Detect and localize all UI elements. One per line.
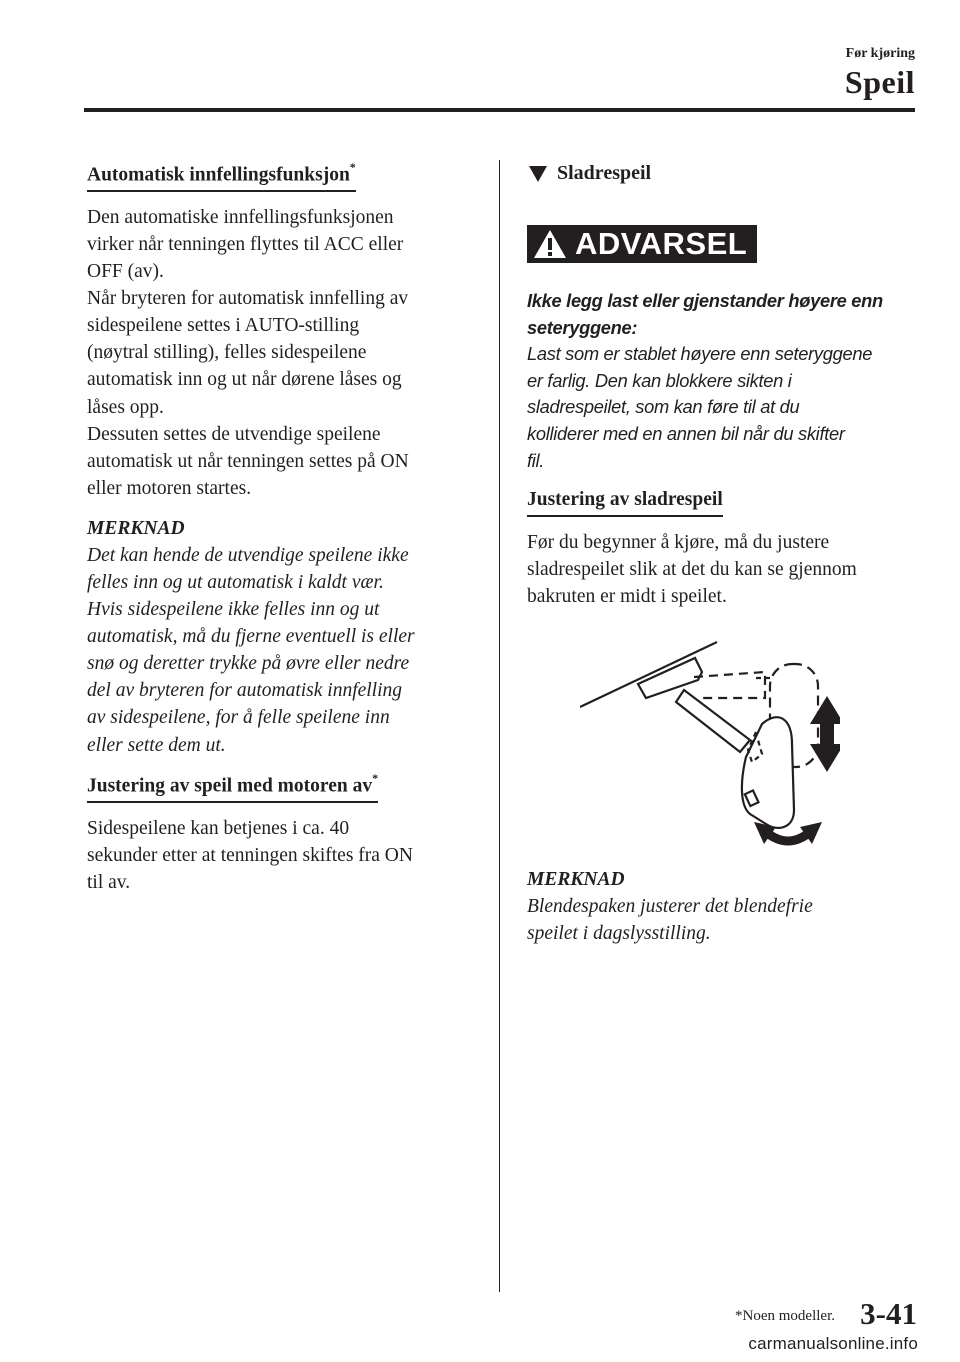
adjust-paragraph (527, 529, 922, 610)
text-line: OFF (av). (87, 261, 164, 283)
optional-marker: * (372, 770, 379, 785)
text-line: låses opp. (87, 396, 164, 418)
text-line: automatisk ut når tenningen settes på ON (87, 450, 409, 472)
note-line: Det kan hende de utvendige speilene ikke (87, 544, 409, 566)
note-title: MERKNAD (527, 869, 625, 890)
warning-line: er farlig. Den kan blokkere sikten i (527, 369, 792, 391)
note-title: MERKNAD (87, 517, 185, 539)
text-line: automatisk inn og ut når dørene låses og (87, 369, 402, 391)
triangle-bullet-icon (529, 166, 547, 182)
note-body (87, 542, 472, 759)
note-line: Hvis sidespeilene ikke felles inn og ut (87, 599, 380, 621)
column-divider (499, 160, 500, 1292)
warning-heading (527, 288, 922, 341)
warning-bold-line: Ikke legg last eller gjenstander høyere enn (527, 290, 883, 311)
page-number: 3-41 (860, 1296, 917, 1331)
heading-rearview-mirror-text: Sladrespeil (557, 162, 652, 184)
text-line: (nøytral stilling), felles sidespeilene (87, 342, 367, 364)
warning-badge (527, 225, 757, 263)
text-line: bakruten er midt i speilet. (527, 585, 727, 607)
text-line: eller motoren startes. (87, 477, 252, 499)
engine-off-paragraph (87, 815, 472, 896)
heading-auto-fold-text: Automatisk innfellingsfunksjon (87, 164, 350, 186)
note-body (527, 893, 917, 947)
text-line: Sidespeilene kan betjenes i ca. 40 (87, 817, 350, 839)
header-rule (84, 108, 915, 112)
text-line: Dessuten settes de utvendige speilene (87, 423, 381, 445)
note-line: speilet i dagslysstilling. (527, 923, 711, 945)
right-column (527, 162, 922, 610)
up-down-arrow-icon (810, 696, 840, 772)
optional-marker: * (349, 160, 356, 174)
warning-label: ADVARSEL (575, 226, 748, 261)
warning-triangle-icon (533, 229, 567, 259)
text-line: Når bryteren for automatisk innfelling av (87, 288, 409, 310)
text-line: sladrespeilet slik at det du kan se gjennom (527, 558, 857, 580)
note-line: eller sette dem ut. (87, 734, 226, 756)
footer-note: *Noen modeller. (735, 1308, 835, 1324)
watermark: carmanualsonline.info (748, 1334, 918, 1353)
rearview-mirror-illustration (580, 632, 840, 857)
right-note (527, 866, 917, 947)
warning-line: Last som er stablet høyere enn seteryggene (527, 343, 873, 365)
note-line: automatisk, må du fjerne eventuell is eller (87, 626, 415, 648)
warning-line: kolliderer med en annen bil når du skifter (527, 422, 845, 444)
heading-adjust-mirror (527, 488, 723, 516)
text-line: sidespeilene settes i AUTO-stilling (87, 315, 360, 337)
note-line: Blendespaken justerer det blendefrie (527, 896, 813, 917)
note-line: del av bryteren for automatisk innfelling (87, 680, 403, 702)
auto-fold-paragraph (87, 204, 472, 502)
warning-line: sladrespeilet, som kan føre til at du (527, 396, 800, 418)
note-line: felles inn og ut automatisk i kaldt vær. (87, 572, 384, 594)
heading-engine-off (87, 770, 379, 803)
warning-bold-line: seteryggene: (527, 316, 638, 338)
heading-engine-off-text: Justering av speil med motoren av (87, 775, 373, 797)
heading-auto-fold (87, 162, 356, 192)
warning-line: fil. (527, 449, 545, 471)
heading-adjust-mirror-text: Justering av sladrespeil (527, 489, 723, 511)
heading-rearview-mirror (527, 162, 922, 185)
text-line: til av. (87, 871, 131, 893)
left-column (87, 162, 472, 896)
text-line: Den automatiske innfellingsfunksjonen (87, 206, 394, 228)
note-line: snø og deretter trykke på øvre eller nedre (87, 653, 410, 675)
chapter-title: Før kjøring (845, 46, 915, 61)
note-line: av sidespeilene, for å felle speilene inn (87, 707, 390, 729)
warning-body (527, 341, 922, 474)
text-line: Før du begynner å kjøre, må du justere (527, 531, 830, 553)
text-line: sekunder etter at tenningen skiftes fra ON (87, 844, 413, 866)
text-line: virker når tenningen flyttes til ACC eller (87, 233, 404, 255)
section-title: Speil (844, 64, 915, 100)
